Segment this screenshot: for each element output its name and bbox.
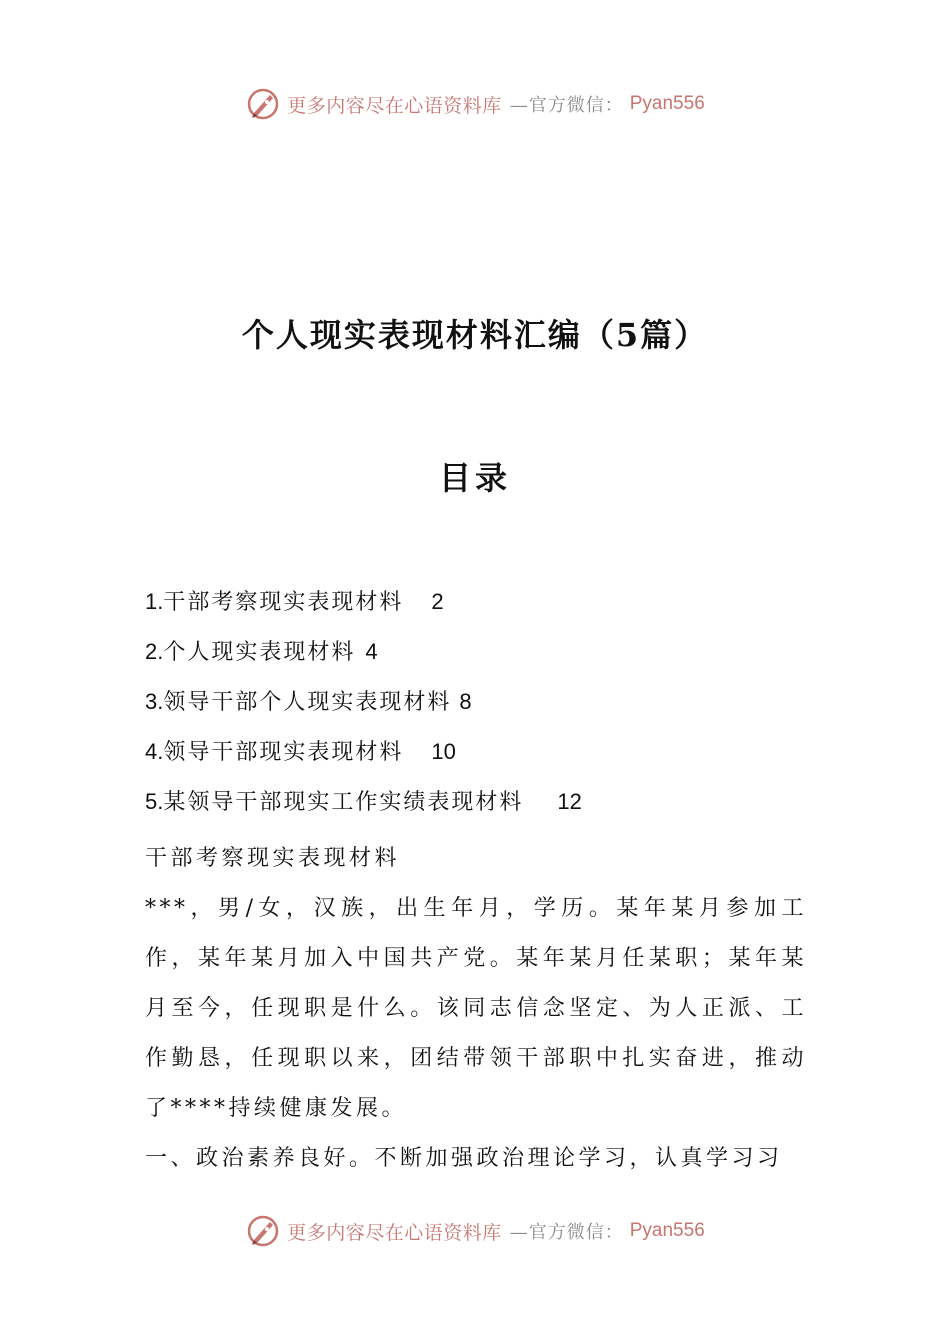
toc-item[interactable]	[145, 585, 825, 635]
pen-logo-icon	[245, 86, 281, 122]
toc-item[interactable]	[145, 785, 825, 835]
toc-item-text: 个人现实表现材料	[163, 640, 356, 665]
watermark-main-text: 更多内容尽在心语资料库	[287, 94, 502, 117]
toc-item-page: 2	[431, 589, 444, 614]
table-of-contents	[145, 585, 825, 835]
body-paragraph: ***，男/女，汉族，出生年月，学历。某年某月参加工作，某年某月加入中国共产党。某年某月任某职；某年某月至今，任现职是什么。该同志信念坚定、为人正派、工作勤恳，任现职以来，团结带领干部职中扎实奋进，推动了****持续健康发展。	[145, 896, 807, 1121]
watermark-sub-text: —官方微信：	[509, 95, 624, 116]
body-paragraph: 一、政治素养良好。不断加强政治理论学习，认真学习习	[145, 1146, 783, 1171]
pen-logo-icon	[245, 1213, 281, 1249]
toc-item-number: 5.	[145, 789, 164, 814]
toc-heading: 目录	[438, 459, 511, 497]
toc-item-text: 某领导干部现实工作实绩表现材料	[163, 790, 524, 815]
watermark-main-text: 更多内容尽在心语资料库	[287, 1221, 502, 1244]
toc-item-page: 10	[431, 739, 456, 764]
toc-item-page: 4	[365, 639, 378, 664]
watermark-sub-text: —官方微信：	[509, 1222, 624, 1243]
toc-item-text: 领导干部个人现实表现材料	[163, 690, 452, 715]
watermark-wechat-id: Pyan556	[629, 1220, 705, 1241]
watermark-wechat-id: Pyan556	[629, 93, 705, 114]
header-watermark	[0, 84, 950, 124]
toc-item-text: 干部考察现实表现材料	[163, 590, 404, 615]
toc-item[interactable]	[145, 635, 825, 685]
document-title: 个人现实表现材料汇编（5篇）	[241, 316, 709, 354]
toc-item-number: 2.	[145, 639, 164, 664]
toc-item[interactable]	[145, 685, 825, 735]
toc-item-number: 4.	[145, 739, 164, 764]
toc-item-page: 8	[459, 689, 472, 714]
toc-item-number: 1.	[145, 589, 164, 614]
toc-item-page: 12	[557, 789, 582, 814]
section-title: 干部考察现实表现材料	[145, 846, 401, 871]
footer-watermark	[0, 1211, 950, 1251]
toc-item-text: 领导干部现实表现材料	[163, 740, 404, 765]
document-body	[145, 834, 807, 1184]
toc-item-number: 3.	[145, 689, 164, 714]
toc-item[interactable]	[145, 735, 825, 785]
